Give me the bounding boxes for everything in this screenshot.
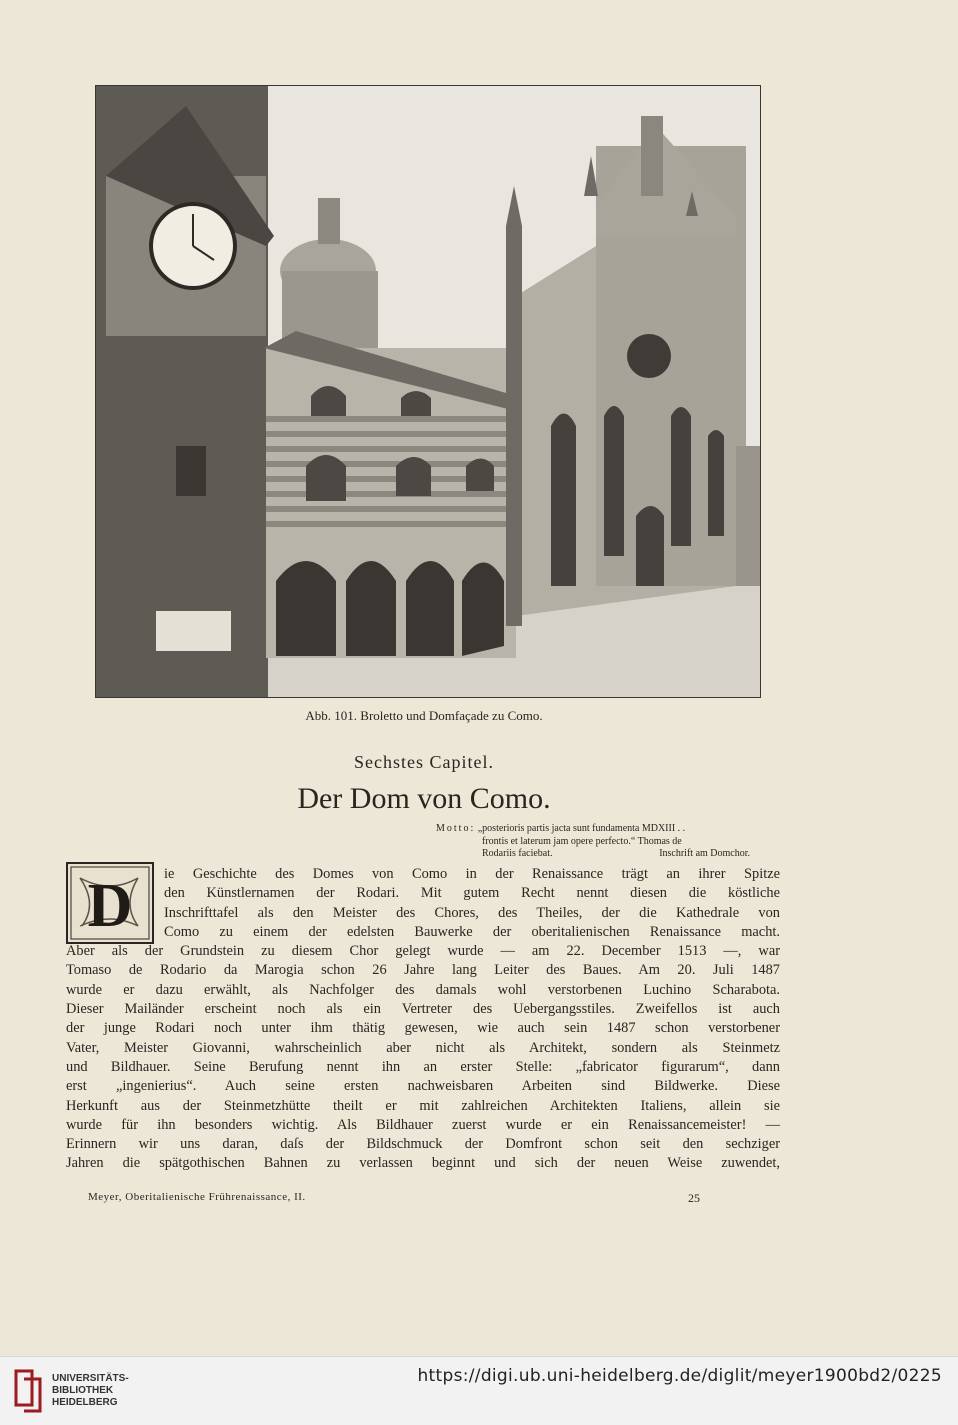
text-line: Inschrifttafel als den Meister des Chores, des Theiles, der die Kathedrale von (164, 904, 780, 921)
text-line: ie Geschichte des Domes von Como in der Renaissance trägt an ihrer Spitze (164, 866, 780, 882)
library-footer-bar (0, 1356, 958, 1425)
page-number: 25 (688, 1191, 700, 1205)
permalink-url[interactable]: https://digi.ub.uni-heidelberg.de/diglit/meyer1900bd2/0225 (417, 1366, 942, 1386)
text-line: den Künstlernamen der Rodari. Mit gutem Recht nennt diesen die köstliche (164, 885, 780, 902)
initial-letter: D (87, 872, 133, 940)
text-line: und Bildhauer. Seine Berufung nennt ihn an erster Stelle: „fabricator figurarum“, dann (66, 1058, 780, 1075)
motto-line-3-right: Inschrift am Domchor. (659, 848, 750, 859)
body-text (66, 865, 780, 1174)
logo-line-2: BIBLIOTHEK (52, 1385, 114, 1396)
chapter-title: Der Dom von Como. (297, 782, 551, 815)
photograph-broletto-cathedral (95, 85, 761, 698)
logo-line-3: HEIDELBERG (52, 1397, 118, 1408)
library-logo-icon[interactable] (10, 1365, 44, 1415)
motto-line-2: frontis et laterum jam opere perfecto.“ Thomas de (482, 835, 682, 847)
motto-line-3-left: Rodariis faciebat. (482, 848, 553, 859)
text-line: Tomaso de Rodario da Marogia schon 26 Jahre lang Leiter des Baues. Am 20. Juli 1487 (66, 962, 780, 979)
text-line: Herkunft aus der Steinmetzhütte theilt er mit zahlreichen Architekten Italiens, allein sie (66, 1097, 780, 1114)
photo-illustration (96, 86, 760, 697)
text-line: wurde für ihn besonders wichtig. Als Bildhauer zuerst wurde er ein Renaissancemeister! — (66, 1116, 780, 1133)
text-line: Aber als der Grundstein zu diesem Chor gelegt wurde — am 22. December 1513 —, war (66, 943, 780, 960)
library-logo-text[interactable] (52, 1373, 129, 1409)
text-line: der junge Rodari noch unter ihm thätig gewesen, wie auch sein 1487 schon verstorbener (66, 1020, 780, 1037)
logo-line-1: UNIVERSITÄTS- (52, 1373, 129, 1384)
motto-block (436, 823, 766, 861)
running-title: Meyer, Oberitalienische Frührenaissance, II. (88, 1191, 306, 1203)
chapter-label: Sechstes Capitel. (354, 752, 494, 772)
figure-caption: Abb. 101. Broletto und Domfaçade zu Como. (305, 708, 543, 723)
text-line: Vater, Meister Giovanni, wahrscheinlich aber nicht als Architekt, sondern als Steinmetz (66, 1039, 780, 1056)
motto-label: Motto: (436, 823, 476, 834)
text-line: Como zu einem der edelsten Bauwerke der oberitalienischen Renaissance macht. (164, 923, 780, 940)
motto-line-3 (436, 848, 766, 861)
text-line: Erinnern wir uns daran, daſs der Bildschmuck der Domfront schon seit den sechziger (66, 1136, 780, 1153)
motto-line-1: „posterioris partis jacta sunt fundamenta MDXIII . . (477, 823, 686, 834)
text-line: Dieser Mailänder erscheint noch als ein Vertreter des Uebergangsstiles. Zweifellos ist auch (66, 1001, 780, 1018)
text-line: wurde er dazu erwählt, als Nachfolger des damals wohl verstorbenen Luchino Scharabota. (66, 981, 780, 998)
text-line: Jahren die spätgothischen Bahnen zu verlassen beginnt und sich der neuen Weise zuwendet, (66, 1155, 780, 1172)
text-line: erst „ingenierius“. Auch seine ersten nachweisbaren Arbeiten sind Bildwerke. Diese (66, 1078, 780, 1095)
